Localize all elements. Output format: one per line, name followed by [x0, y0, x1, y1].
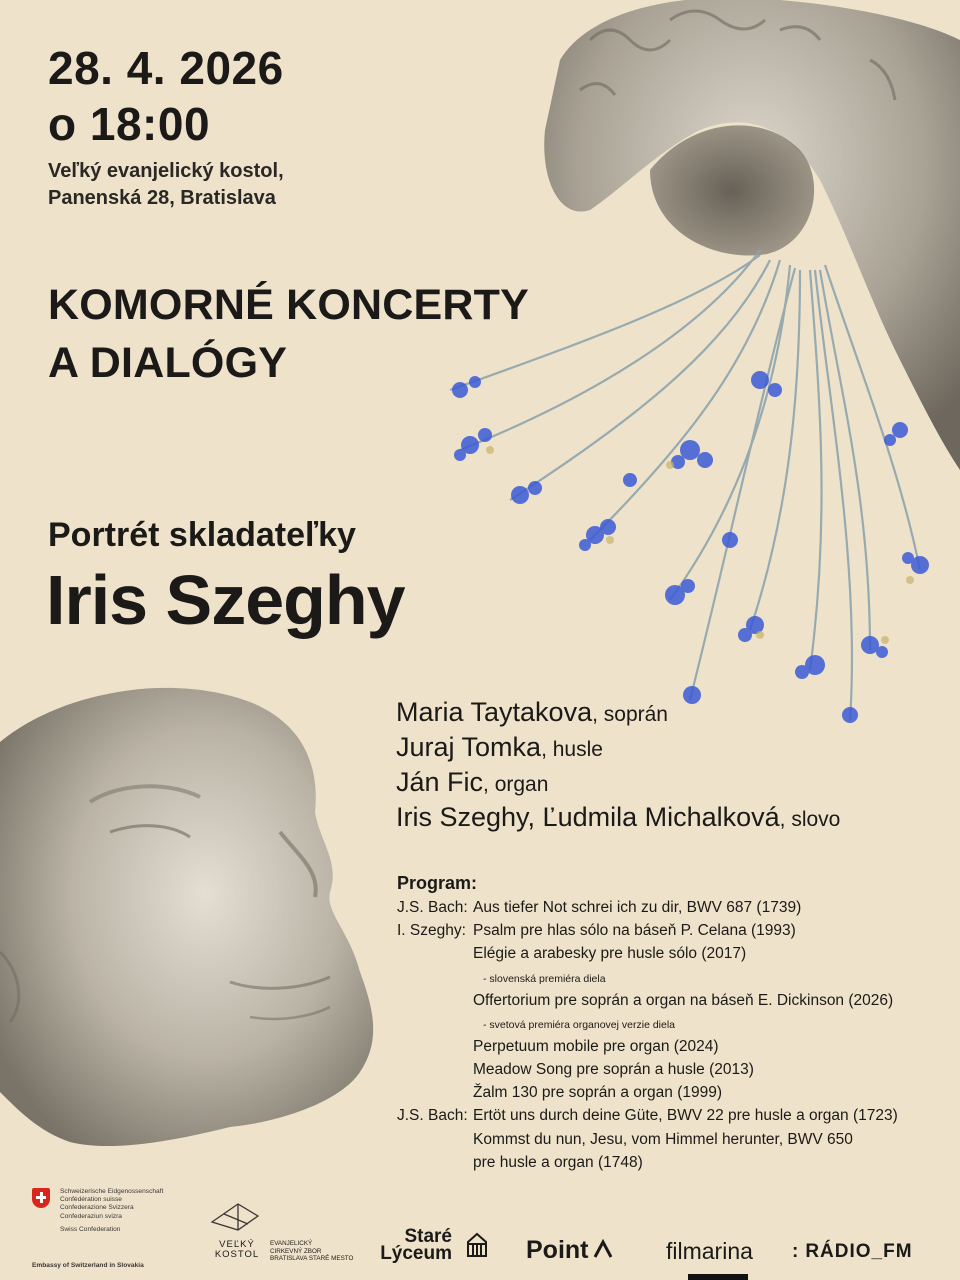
- event-datetime: [48, 40, 284, 152]
- performer-name: Iris Szeghy, Ľudmila Michalková: [396, 802, 780, 832]
- kostol-name-line: VEĽKÝ: [219, 1239, 255, 1250]
- program-work: Aus tiefer Not schrei ich zu dir, BWV 687 (1739): [473, 899, 802, 916]
- performer-role: , organ: [483, 773, 549, 796]
- event-date: 28. 4. 2026: [48, 42, 284, 94]
- event-venue: [48, 158, 284, 212]
- performer-item: [396, 766, 840, 801]
- program-list: [397, 870, 898, 1174]
- performer-name: Ján Fic: [396, 767, 484, 797]
- program-composer: I. Szeghy:: [397, 922, 466, 940]
- program-note: - svetová premiéra organovej verzie diela: [483, 1018, 676, 1031]
- kostol-name: [212, 1240, 262, 1260]
- swiss-logo-text: [60, 1188, 210, 1234]
- triangle-icon: [593, 1239, 613, 1259]
- program-row: [397, 1081, 723, 1104]
- swiss-logo-line: Schweizerische Eidgenossenschaft: [60, 1188, 164, 1195]
- performer-item: [396, 731, 840, 766]
- swiss-logo-line: Swiss Confederation: [60, 1225, 121, 1233]
- composer-name: Iris Szeghy: [46, 561, 405, 639]
- series-title-line-2: A DIALÓGY: [48, 339, 288, 387]
- stare-lyceum-logo: [380, 1228, 452, 1262]
- program-work: Žalm 130 pre soprán a organ (1999): [473, 1084, 723, 1102]
- radio-fm-text: RÁDIO_FM: [805, 1241, 913, 1262]
- program-work: Psalm pre hlas sólo na báseň P. Celana (1993): [473, 922, 796, 940]
- swiss-embassy-label: Embassy of Switzerland in Slovakia: [32, 1262, 144, 1269]
- portrait-subtitle: Portrét skladateľky: [48, 516, 356, 554]
- kostol-name-line: KOSTOL: [214, 1249, 260, 1260]
- radio-fm-logo: [792, 1241, 913, 1263]
- venue-line-1: Veľký evanjelický kostol,: [48, 160, 284, 182]
- statue-face-image: [0, 672, 400, 1172]
- program-work: Ertöt uns durch deine Güte, BWV 22 pre husle a organ (1723): [473, 1107, 898, 1125]
- performer-role: , slovo: [779, 808, 841, 831]
- lyceum-line: Staré: [404, 1226, 452, 1247]
- program-note: - slovenská premiéra diela: [483, 972, 606, 985]
- series-title: [48, 276, 529, 392]
- program-row: [397, 942, 747, 965]
- program-row: [397, 1128, 853, 1151]
- swiss-logo-line: Confederaziun svizra: [60, 1212, 122, 1220]
- venue-line-2: Panenská 28, Bratislava: [48, 187, 276, 209]
- kostol-subtitle: [270, 1240, 380, 1263]
- performer-name: Maria Taytakova: [396, 697, 593, 727]
- colon-icon: :: [792, 1241, 800, 1262]
- performer-item: [396, 696, 840, 731]
- program-work: Elégie a arabesky pre husle sólo (2017): [473, 945, 747, 963]
- program-row: [397, 1035, 719, 1058]
- pointa-logo: [526, 1236, 613, 1265]
- performer-role: , soprán: [592, 703, 668, 726]
- program-row: [397, 1104, 898, 1127]
- program-heading: Program:: [397, 873, 478, 893]
- performers-list: [396, 696, 840, 836]
- kostol-sub-line: CIRKEVNÝ ZBOR: [270, 1247, 322, 1255]
- kostol-sub-line: EVANJELICKÝ: [270, 1240, 313, 1247]
- program-row: [397, 896, 802, 919]
- program-row: [397, 1151, 643, 1174]
- program-work: Offertorium pre soprán a organ na báseň E. Dickinson (2026): [473, 991, 894, 1009]
- performer-role: , husle: [541, 738, 603, 761]
- program-note-row: [397, 966, 606, 989]
- sponsor-logos: [0, 1180, 960, 1280]
- lyceum-line: Lýceum: [380, 1243, 452, 1264]
- program-row: [397, 989, 894, 1012]
- lyceum-building-icon: [466, 1232, 488, 1258]
- program-row: [397, 919, 796, 942]
- filmarina-logo: filmarina: [666, 1238, 753, 1264]
- bottom-bar: [688, 1274, 748, 1280]
- event-time: o 18:00: [48, 98, 211, 150]
- program-composer: J.S. Bach:: [397, 899, 468, 916]
- kostol-sub-line: BRATISLAVA STARÉ MESTO: [270, 1255, 354, 1262]
- swiss-logo-line: Confédération suisse: [60, 1196, 122, 1204]
- program-composer: J.S. Bach:: [397, 1107, 468, 1125]
- program-row: [397, 1058, 754, 1081]
- swiss-logo-line: Confederazione Svizzera: [60, 1204, 134, 1212]
- church-icon: [208, 1198, 262, 1238]
- performer-item: [396, 801, 840, 836]
- series-title-line-1: KOMORNÉ KONCERTY: [48, 281, 529, 329]
- pointa-text: Point: [526, 1236, 589, 1264]
- program-work: pre husle a organ (1748): [473, 1153, 643, 1171]
- swiss-cross-icon: [32, 1188, 50, 1208]
- program-work: Kommst du nun, Jesu, vom Himmel herunter, BWV 650: [473, 1130, 853, 1148]
- program-work: Meadow Song pre soprán a husle (2013): [473, 1060, 754, 1078]
- performer-name: Juraj Tomka: [396, 732, 542, 762]
- program-note-row: [397, 1012, 676, 1035]
- program-work: Perpetuum mobile pre organ (2024): [473, 1037, 719, 1055]
